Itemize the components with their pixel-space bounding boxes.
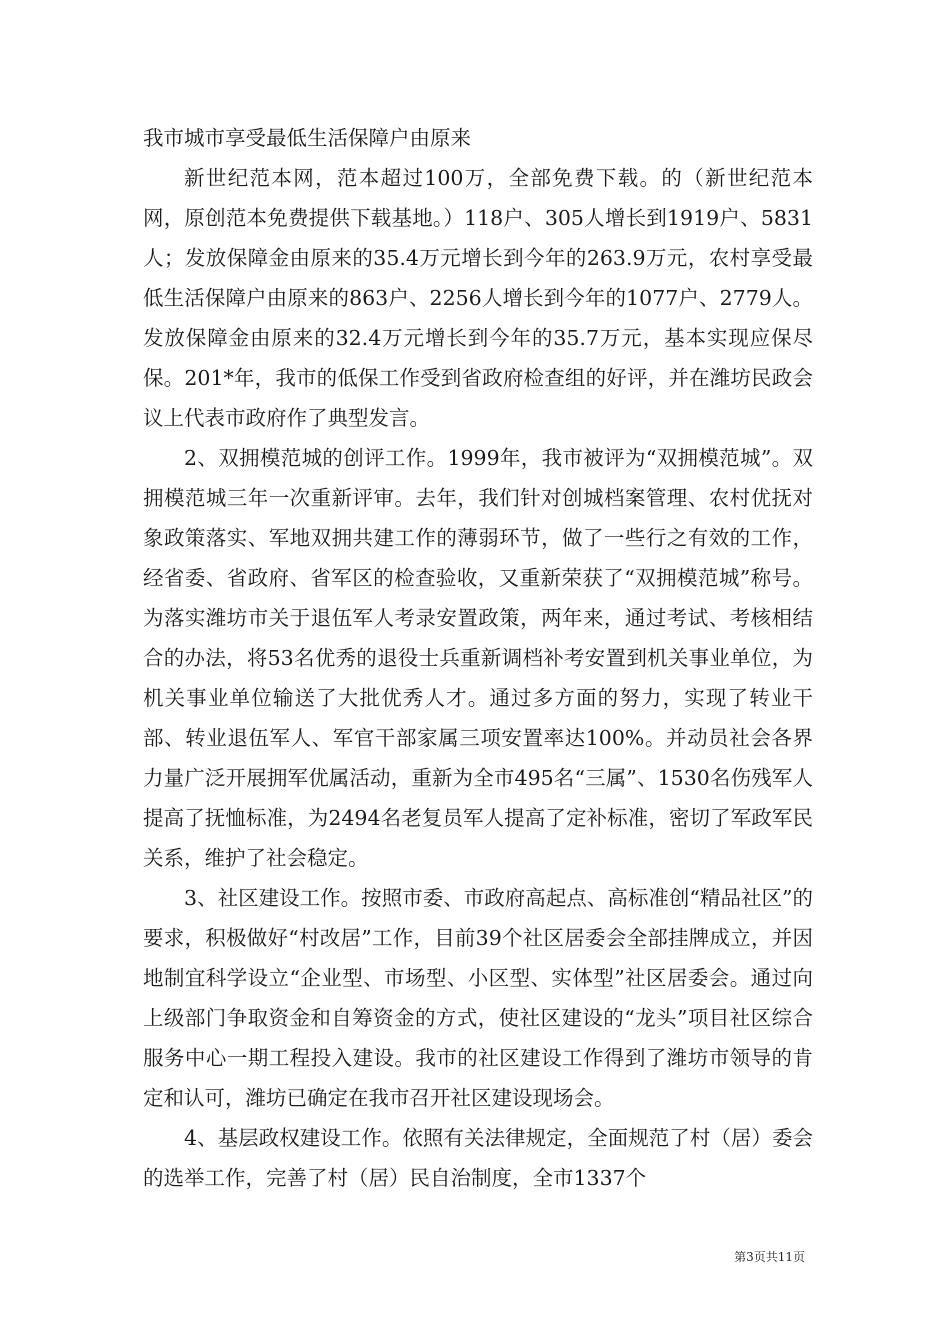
paragraph-community-building: 3、社区建设工作。按照市委、市政府高起点、高标准创“精品社区”的要求，积极做好“村改居”工作，目前39个社区居委会全部挂牌成立，并因地制宜科学设立“企业型、市场型、小区型、实体型”社区居委会。通过向上级部门争取资金和自筹资金的方式，使社区建设的“龙头”项目社区综合服务中心一期工程投入建设。我市的社区建设工作得到了潍坊市领导的肯定和认可，潍坊已确定在我市召开社区建设现场会。 <box>143 886 813 1110</box>
paragraph-grassroots-government: 4、基层政权建设工作。依照有关法律规定，全面规范了村（居）委会的选举工作，完善了村（居）民自治制度，全市1337个 <box>143 1126 813 1190</box>
document-body <box>143 118 813 1198</box>
page-number: 第3页共11页 <box>734 1250 805 1264</box>
paragraph-low-income-security: 新世纪范本网，范本超过100万，全部免费下载。的（新世纪范本网，原创范本免费提供下载基地。）118户、305人增长到1919户、5831人；发放保障金由原来的35.4万元增长到今年的263.9万元，农村享受最低生活保障户由原来的863户、2256人增长到今年的1077户、2779人。发放保障金由原来的32.4万元增长到今年的35.7万元，基本实现应保尽保。201*年，我市的低保工作受到省政府检查组的好评，并在潍坊民政会议上代表市政府作了典型发言。 <box>143 166 813 430</box>
paragraph-opening-fragment: 我市城市享受最低生活保障户由原来 <box>143 126 471 150</box>
paragraph-double-support-city: 2、双拥模范城的创评工作。1999年，我市被评为“双拥模范城”。双拥模范城三年一次重新评审。去年，我们针对创城档案管理、农村优抚对象政策落实、军地双拥共建工作的薄弱环节，做了一些行之有效的工作，经省委、省政府、省军区的检查验收，又重新荣获了“双拥模范城”称号。为落实潍坊市关于退伍军人考录安置政策，两年来，通过考试、考核相结合的办法，将53名优秀的退役士兵重新调档补考安置到机关事业单位，为机关事业单位输送了大批优秀人才。通过多方面的努力，实现了转业干部、转业退伍军人、军官干部家属三项安置率达100%。并动员社会各界力量广泛开展拥军优属活动，重新为全市495名“三属”、1530名伤残军人提高了抚恤标准，为2494名老复员军人提高了定补标准，密切了军政军民关系，维护了社会稳定。 <box>143 446 813 870</box>
